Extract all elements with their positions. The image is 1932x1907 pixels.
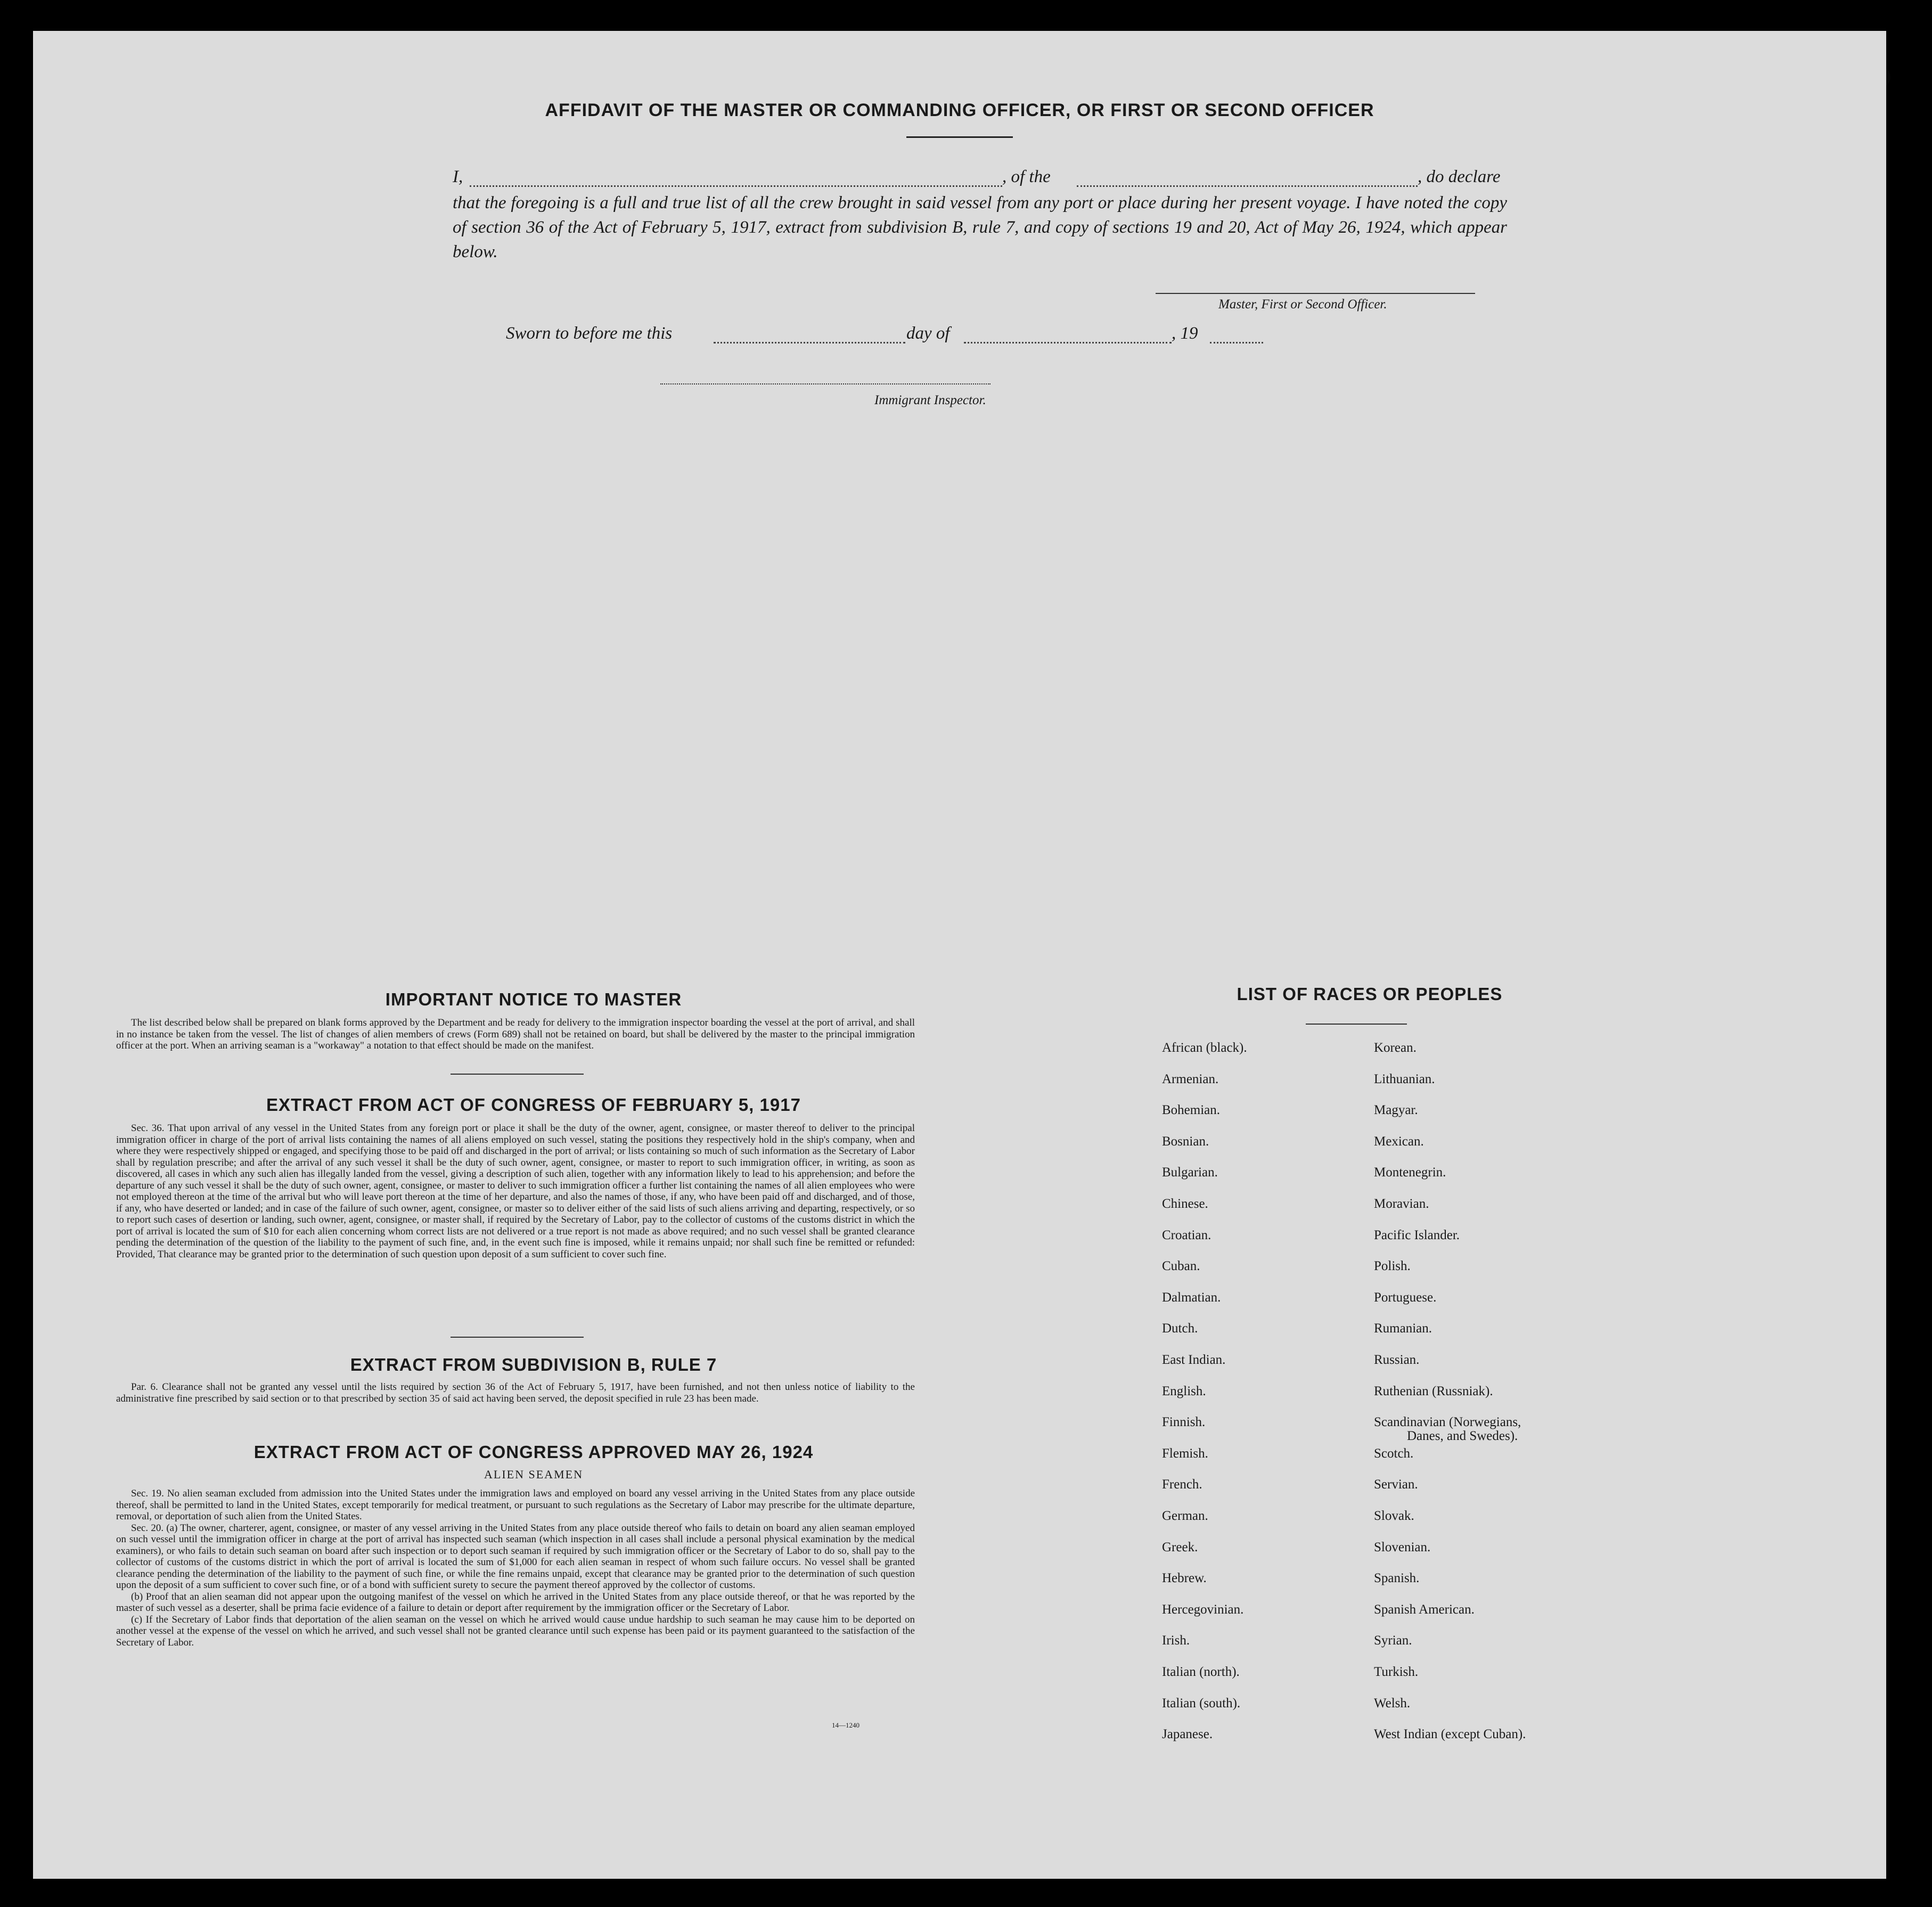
- act-1917-paragraph: Sec. 36. That upon arrival of any vessel in the United States from any foreign port or place it shall be the duty of the owner, agent, consignee, or master thereof to deliver to the principal immigration officer in charge of the port of arrival lists containing the names of all aliens employed on such vessel, stating the positions they respectively hold in the ship's company, when and where they were respectively shipped or engaged, and specifying those to be paid off and discharged in the port of arrival; or lists containing so much of such information as the Secretary of Labor shall by regulation prescribe; and after the arrival of any such vessel it shall be the duty of such owner, agent, consignee, or master to report to such immigration officer, in writing, as soon as discovered, all cases in which any such alien has illegally landed from the vessel, giving a description of such alien, together with any information likely to lead to his apprehension; and before the departure of any such vessel it shall be the duty of such owner, agent, consignee, or master to deliver to such immigration officer a further list containing the names of all alien employees who were not employed thereon at the time of the arrival but who will leave port thereon at the time of her departure, and also the names of those, if any, who have been paid off and discharged, and of those, if any, who have deserted or landed; and in case of the failure of such owner, agent, consignee, or master so to deliver either of the said lists of such aliens arriving and departing, respectively, or so to report such cases of desertion or landing, such owner, agent, consignee, or master shall, if required by the Secretary of Labor, pay to the collector of customs of the customs district in which the port of arrival is located the sum of $10 for each alien concerning whom correct lists are not delivered or a true report is not made as above required; and no such vessel shall be granted clearance pending the determination of the question of the liability to the payment of such fine, and, in the event such fine is imposed, while it remains unpaid; nor shall such fine be remitted or refunded: Provided, That clearance may be granted prior to the determination of such question upon deposit of a sum sufficient to cover such fine.: [116, 1123, 915, 1260]
- sworn-day-field[interactable]: [714, 342, 905, 343]
- race-item: Cuban.: [1162, 1259, 1200, 1274]
- race-item: Syrian.: [1374, 1633, 1412, 1648]
- race-item: Armenian.: [1162, 1071, 1219, 1086]
- race-item: French.: [1162, 1477, 1202, 1492]
- act-1924-text: [116, 1488, 915, 1648]
- sworn-year-text: , 19: [1172, 324, 1198, 343]
- race-item: Spanish.: [1374, 1571, 1420, 1586]
- race-item: Russian.: [1374, 1353, 1420, 1367]
- race-item: Ruthenian (Russniak).: [1374, 1384, 1493, 1398]
- race-item: Italian (north).: [1162, 1665, 1240, 1679]
- race-item: Moravian.: [1374, 1197, 1429, 1211]
- sec-19-paragraph: Sec. 19. No alien seaman excluded from admission into the United States under the immigration laws and employed on board any vessel arriving in the United States from any place outside thereof, shall be permitted to land in the United States, except temporarily for medical treatment, or pursuant to such regulations as the Secretary of Labor may prescribe for the ultimate departure, removal, or deportation of such alien from the United States.: [116, 1488, 915, 1522]
- sworn-month-field[interactable]: [964, 342, 1172, 343]
- sec-20b-paragraph: (b) Proof that an alien seaman did not appear upon the outgoing manifest of the vessel on which he arrived in the United States from any place outside thereof, or that he was reported by the master of such vessel as a deserter, shall be prima facie evidence of a failure to detain or deport after requirement by the immigration officer or the Secretary of Labor.: [116, 1591, 915, 1614]
- race-item: Lithuanian.: [1374, 1071, 1435, 1086]
- race-item: Spanish American.: [1374, 1602, 1475, 1617]
- race-item: Mexican.: [1374, 1134, 1424, 1149]
- race-item: Hebrew.: [1162, 1571, 1207, 1586]
- vessel-name-field[interactable]: [1077, 185, 1418, 187]
- inspector-caption: Immigrant Inspector.: [874, 393, 986, 407]
- race-item: Hercegovinian.: [1162, 1602, 1244, 1617]
- race-item: West Indian (except Cuban).: [1374, 1727, 1526, 1742]
- race-item: Finnish.: [1162, 1415, 1206, 1430]
- master-signature-line[interactable]: [1156, 293, 1475, 294]
- race-item: Magyar.: [1374, 1103, 1418, 1118]
- race-item: Rumanian.: [1374, 1321, 1432, 1336]
- sworn-day-of-text: day of: [906, 324, 950, 343]
- race-item: Danes, and Swedes).: [1407, 1429, 1518, 1444]
- race-item: Turkish.: [1374, 1665, 1419, 1679]
- race-item: Pacific Islander.: [1374, 1227, 1460, 1242]
- sworn-year-field[interactable]: [1210, 342, 1263, 343]
- race-item: Portuguese.: [1374, 1290, 1437, 1305]
- notice-paragraph: The list described below shall be prepared on blank forms approved by the Department and be ready for delivery to the immigration inspector boarding the vessel at the port of arrival, and shall in no instance be taken from the vessel. The list of changes of alien members of crews (Form 689) shall not be retained on board, but shall be delivered by the master to the principal immigration officer at the port. When an arriving seaman is a "workaway" a notation to that effect should be made on the manifest.: [116, 1017, 915, 1051]
- act-1917-text: [116, 1123, 915, 1260]
- race-item: Croatian.: [1162, 1227, 1211, 1242]
- races-title: LIST OF RACES OR PEOPLES: [1237, 984, 1503, 1004]
- act-1924-title: EXTRACT FROM ACT OF CONGRESS APPROVED MAY 26, 1924: [253, 1442, 814, 1462]
- master-signature-caption: Master, First or Second Officer.: [1218, 297, 1387, 312]
- race-item: Polish.: [1374, 1259, 1411, 1274]
- race-item: Servian.: [1374, 1477, 1418, 1492]
- race-item: Dalmatian.: [1162, 1290, 1221, 1305]
- rule-7-title: EXTRACT FROM SUBDIVISION B, RULE 7: [350, 1355, 717, 1374]
- section-divider: [451, 1074, 584, 1075]
- sworn-text: Sworn to before me this: [506, 324, 673, 343]
- race-item: Montenegrin.: [1374, 1165, 1446, 1180]
- section-divider: [451, 1337, 584, 1338]
- rule-7-paragraph: Par. 6. Clearance shall not be granted any vessel until the lists required by section 36 of the Act of February 5, 1917, have been furnished, and not then unless notice of liability to the administrative fine prescribed by said section or to that prescribed by section 35 of said act having been served, the deposit specified in rule 23 has been made.: [116, 1381, 915, 1404]
- race-item: Bohemian.: [1162, 1103, 1221, 1118]
- rule-7-text: [116, 1381, 915, 1404]
- form-page: [33, 31, 1886, 1879]
- race-item: Welsh.: [1374, 1696, 1411, 1710]
- race-item: Irish.: [1162, 1633, 1190, 1648]
- affidavit-line-start: I,: [453, 167, 463, 186]
- form-number: 14—1240: [832, 1721, 859, 1729]
- declarant-name-field[interactable]: [470, 185, 1002, 187]
- inspector-signature-line[interactable]: [660, 383, 990, 384]
- race-item: Chinese.: [1162, 1197, 1208, 1211]
- race-item: East Indian.: [1162, 1353, 1226, 1367]
- sec-20c-paragraph: (c) If the Secretary of Labor finds that deportation of the alien seaman on the vessel on which he arrived would cause undue hardship to such seaman he may cause him to be deported on another vessel at the expense of the vessel on which he arrived, and such vessel shall not be granted clearance until such expense has been paid or its payment guaranteed to the satisfaction of the Secretary of Labor.: [116, 1614, 915, 1648]
- race-item: Bulgarian.: [1162, 1165, 1218, 1180]
- affidavit-paragraph: that the foregoing is a full and true list of all the crew brought in said vessel from any port or place during her present voyage. I have noted the copy of section 36 of the Act of February 5, 1917, extract from subdivision B, rule 7, and copy of sections 19 and 20, Act of May 26, 1924, which appear below.: [453, 193, 1507, 261]
- race-item: English.: [1162, 1384, 1206, 1398]
- affidavit-line-end: , do declare: [1418, 167, 1501, 186]
- race-item: Bosnian.: [1162, 1134, 1209, 1149]
- title-divider: [906, 136, 1013, 138]
- race-item: Slovak.: [1374, 1509, 1414, 1523]
- act-1917-title: EXTRACT FROM ACT OF CONGRESS OF FEBRUARY 5, 1917: [266, 1095, 801, 1115]
- race-item: Slovenian.: [1374, 1540, 1431, 1554]
- race-item: Japanese.: [1162, 1727, 1213, 1742]
- race-item: Scandinavian (Norwegians,: [1374, 1415, 1521, 1430]
- notice-title: IMPORTANT NOTICE TO MASTER: [385, 989, 682, 1009]
- race-item: Scotch.: [1374, 1446, 1414, 1461]
- alien-seamen-subtitle: ALIEN SEAMEN: [484, 1468, 583, 1481]
- race-item: Greek.: [1162, 1540, 1198, 1554]
- race-item: Flemish.: [1162, 1446, 1208, 1461]
- race-item: Italian (south).: [1162, 1696, 1241, 1710]
- sec-20a-paragraph: Sec. 20. (a) The owner, charterer, agent, consignee, or master of any vessel arriving in the United States from any place outside thereof who fails to detain on board any alien seaman employed on such vessel until the immigration officer in charge at the port of arrival has inspected such seaman (which inspection in all cases shall include a personal physical examination by the medical examiners), or who fails to detain such seaman on board after such inspection or to deport such seaman if required by such immigration officer or the Secretary of Labor to do so, shall pay to the collector of customs of the customs district in which the port of arrival is located the sum of $1,000 for each alien seaman in respect of whom such failure occurs. No vessel shall be granted clearance pending the determination of the liability to the payment of such fine, or while the fine remains unpaid, except that clearance may be granted prior to the determination of such question upon the deposit of a sum sufficient to cover such fine, or of a bond with sufficient surety to secure the payment thereof approved by the collector of customs.: [116, 1522, 915, 1591]
- affidavit-title: AFFIDAVIT OF THE MASTER OR COMMANDING OFFICER, OR FIRST OR SECOND OFFICER: [545, 100, 1374, 120]
- race-item: Dutch.: [1162, 1321, 1198, 1336]
- notice-text: [116, 1017, 915, 1052]
- affidavit-line-mid: , of the: [1002, 167, 1051, 186]
- races-divider: [1306, 1024, 1407, 1025]
- race-item: Korean.: [1374, 1041, 1417, 1055]
- race-item: African (black).: [1162, 1041, 1247, 1055]
- race-item: German.: [1162, 1509, 1208, 1523]
